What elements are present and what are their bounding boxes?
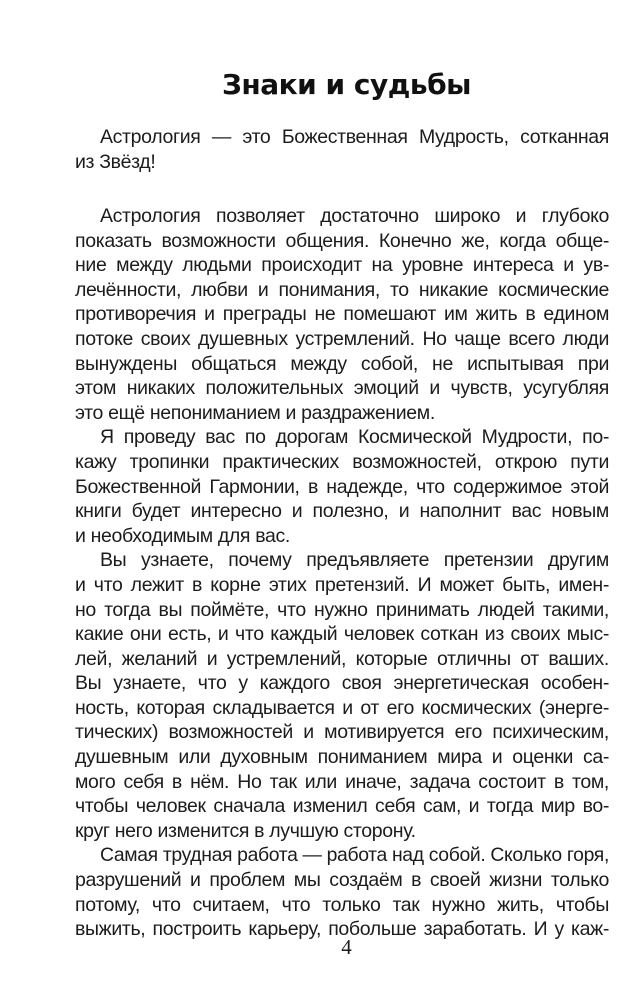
- text-line: но тогда вы поймёте, что нужно принимать людей такими,: [75, 598, 609, 621]
- text-line: тических) возможностей и мотивируется его психическим,: [75, 721, 609, 744]
- text-line: и что лежит в корне этих претензий. И может быть, имен-: [75, 573, 609, 596]
- epigraph-line: из Звёзд!: [75, 150, 156, 173]
- text-line: потому, что считаем, что только так нужно жить, чтобы: [75, 893, 609, 916]
- text-line: кажу тропинки практических возможностей, открою пути: [75, 450, 609, 473]
- text-line: душевным или духовным пониманием мира и оценки са-: [75, 746, 609, 769]
- epigraph: [75, 125, 609, 174]
- text-line: разрушений и проблем мы создаём в своей жизни только: [75, 869, 609, 892]
- text-line: [75, 843, 609, 868]
- body-text: [75, 204, 609, 942]
- text-line: лей, желаний и устремлений, которые отличны от ваших.: [75, 647, 609, 670]
- text-line: какие они есть, и что каждый человек соткан из своих мыс-: [75, 623, 609, 646]
- text-line: Вы узнаете, что у каждого своя энергетическая особен-: [75, 672, 609, 695]
- text-line: мого себя в нём. Но так или иначе, задача состоит в том,: [75, 770, 609, 793]
- text-line: ние между людьми происходит на уровне интереса и ув-: [75, 254, 609, 277]
- text-line: круг него изменится в лучшую сторону.: [75, 819, 416, 842]
- text-line-content: Самая трудная работа — работа над собой. Сколько горя,: [100, 844, 609, 867]
- text-line: Божественной Гармонии, в надежде, что содержимое этой: [75, 475, 609, 498]
- paragraph: [75, 548, 609, 843]
- text-line: и необходимым для вас.: [75, 524, 290, 547]
- paragraph: [75, 843, 609, 941]
- text-line: ность, которая складывается и от его космических (энерге-: [75, 696, 609, 719]
- text-line: чтобы человек сначала изменил себя сам, и тогда мир во-: [75, 795, 609, 818]
- paragraph: [75, 204, 609, 425]
- paragraph: [75, 425, 609, 548]
- text-line: этом никаких положительных эмоций и чувств, усугубляя: [75, 377, 609, 400]
- text-line: потоке своих душевных устремлений. Но чаще всего люди: [75, 327, 609, 350]
- chapter-title: Знаки и судьбы: [222, 68, 471, 101]
- text-line: вынуждены общаться между собой, не испытывая при: [75, 352, 609, 375]
- text-line: это ещё непониманием и раздражением.: [75, 401, 435, 424]
- text-line: выжить, построить карьеру, побольше заработать. И у каж-: [75, 918, 609, 941]
- page-number: 4: [341, 935, 352, 959]
- text-line: Вы узнаете, почему предъявляете претензии другим: [100, 549, 609, 572]
- text-line: лечённости, любви и понимания, то никакие космические: [75, 278, 609, 301]
- text-line: показать возможности общения. Конечно же, когда обще-: [75, 229, 609, 252]
- text-line: противоречия и преграды не помешают им жить в едином: [75, 303, 609, 326]
- epigraph-line: Астрология — это Божественная Мудрость, сотканная: [100, 126, 609, 148]
- text-line: книги будет интересно и полезно, и наполнит вас новым: [75, 500, 609, 523]
- text-line: Я проведу вас по дорогам Космической Мудрости, по-: [100, 426, 609, 449]
- text-line: Астрология позволяет достаточно широко и глубоко: [100, 205, 609, 227]
